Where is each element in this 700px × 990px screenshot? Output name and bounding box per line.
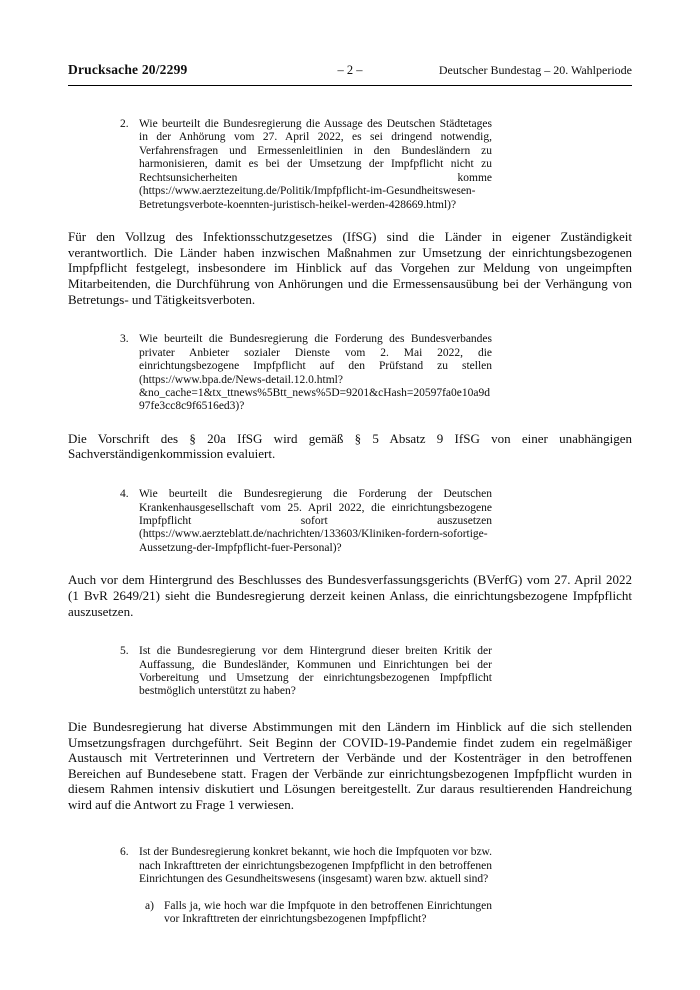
question-item-6 bbox=[120, 846, 492, 886]
doc-label: Drucksache bbox=[68, 62, 139, 77]
answer-paragraph-5: Die Bundesregierung hat diverse Abstimmungen mit den Ländern im Hinblick auf die sich stellenden Umsetzungsfragen durchgeführt. Seit Beginn der COVID-19-Pandemie findet zudem ein regelmäßiger Austausch mit Vertreterinnen und Vertretern der Verbände und der Kostenträger in den betroffenen Bereichen auf Bundesebene statt. Fragen der Verbände zur einrichtungsbezogenen Impfpflicht wurden in diesem Rahmen intensiv diskutiert und Lösungen bereitgestellt. Zur daraus resultierenden Handreichung wird auf die Antwort zu Frage 1 verwiesen. bbox=[68, 718, 632, 812]
question-text: Ist die Bundesregierung vor dem Hintergrund dieser breiten Kritik der Auffassung, die Bundesländer, Kommunen und Einrichtungen bei der Vorbereitung und Umsetzung der einrichtungsbezogenen Impfpflicht bestmöglich unterstützt zu haben? bbox=[139, 645, 492, 698]
question-text: Wie beurteilt die Bundesregierung die Forderung des Bundesverbandes privater Anbieter sozialer Dienste vom 2. Mai 2022, die einrichtungsbezogene Impfpflicht auf den Prüfstand zu stellen (https://www.bpa.de/News-detail.12.0.html?&no_cache=1&tx_ttnews%5Btt_news%5D=9201&cHash=20597fa0e10a9d97fe3cc8c9f6516ed3)? bbox=[139, 333, 492, 413]
doc-number: 20/2299 bbox=[141, 62, 188, 77]
answer-paragraph-3: Die Vorschrift des § 20a IfSG wird gemäß § 5 Absatz 9 IfSG von einer unabhängigen Sachverständigenkommission evaluiert. bbox=[68, 430, 632, 462]
question-item-4 bbox=[120, 488, 492, 555]
question-text: Ist der Bundesregierung konkret bekannt, wie hoch die Impfquoten vor bzw. nach Inkrafttreten der einrichtungsbezogenen Impfpflicht in den betroffenen Einrichtungen des Gesundheitswesens (insgesamt) waren bzw. aktuell sind? bbox=[139, 846, 492, 886]
legislature-label: Deutscher Bundestag – 20. Wahlperiode bbox=[438, 63, 632, 77]
question-item-5 bbox=[120, 645, 492, 699]
question-text: Wie beurteilt die Bundesregierung die Forderung der Deutschen Krankenhausgesellschaft vom 25. April 2022, die einrichtungsbezogene Impfpflicht sofort auszusetzen (https://www.aerzteblatt.de/nachrichten/133603/Kliniken-fordern-sofortige-Aussetzung-der-Impfpflicht-fuer-Personal)? bbox=[139, 488, 492, 554]
document-header bbox=[68, 60, 632, 78]
question-text: Falls ja, wie hoch war die Impfquote in den betroffenen Einrichtungen vor Inkrafttreten der einrichtungsbezogenen Impfpflicht? bbox=[164, 899, 492, 926]
doc-number-label bbox=[68, 62, 187, 78]
question-item-6a bbox=[145, 900, 492, 927]
question-text: Wie beurteilt die Bundesregierung die Aussage des Deutschen Städtetages in der Anhörung vom 27. April 2022, es sei dringend notwendig, Verfahrensfragen und Ermessenleitlinien in den Bundesländern zu harmonisieren, damit es bei der Umsetzung der Impfpflicht nicht zu Rechtsunsicherheiten komme (https://www.aerztezeitung.de/Politik/Impfpflicht-im-Gesundheitswesen-Betretungsverbote-koennten-juristisch-heikel-werden-428669.html)? bbox=[139, 118, 492, 211]
question-number: 2. bbox=[120, 118, 129, 130]
question-number: 6. bbox=[120, 846, 129, 859]
question-item-2 bbox=[120, 118, 492, 212]
question-number: 4. bbox=[120, 488, 129, 501]
question-item-3 bbox=[120, 333, 492, 414]
header-divider bbox=[68, 85, 632, 86]
question-number: 5. bbox=[120, 645, 129, 658]
question-number: 3. bbox=[120, 333, 129, 346]
question-number: a) bbox=[145, 899, 154, 912]
page-number: – 2 – bbox=[337, 63, 363, 77]
answer-paragraph-2: Für den Vollzug des Infektionsschutzgesetzes (IfSG) sind die Länder in eigener Zuständigkeit verantwortlich. Die Länder haben inzwischen Maßnahmen zur Umsetzung der einrichtungsbezogenen Impfpflicht festgelegt, insbesondere im Hinblick auf das Vorgehen zur Meldung von ungeimpften Mitarbeitenden, die Durchführung von Anhörungen und die Ermessensausübung bei der Verhängung von Betretungs- und Tätigkeitsverboten. bbox=[68, 229, 632, 307]
answer-paragraph-4: Auch vor dem Hintergrund des Beschlusses des Bundesverfassungsgerichts (BVerfG) vom 27. April 2022 (1 BvR 2649/21) sieht die Bundesregierung derzeit keinen Anlass, die einrichtungsbezogene Impfpflicht auszusetzen. bbox=[68, 572, 632, 619]
